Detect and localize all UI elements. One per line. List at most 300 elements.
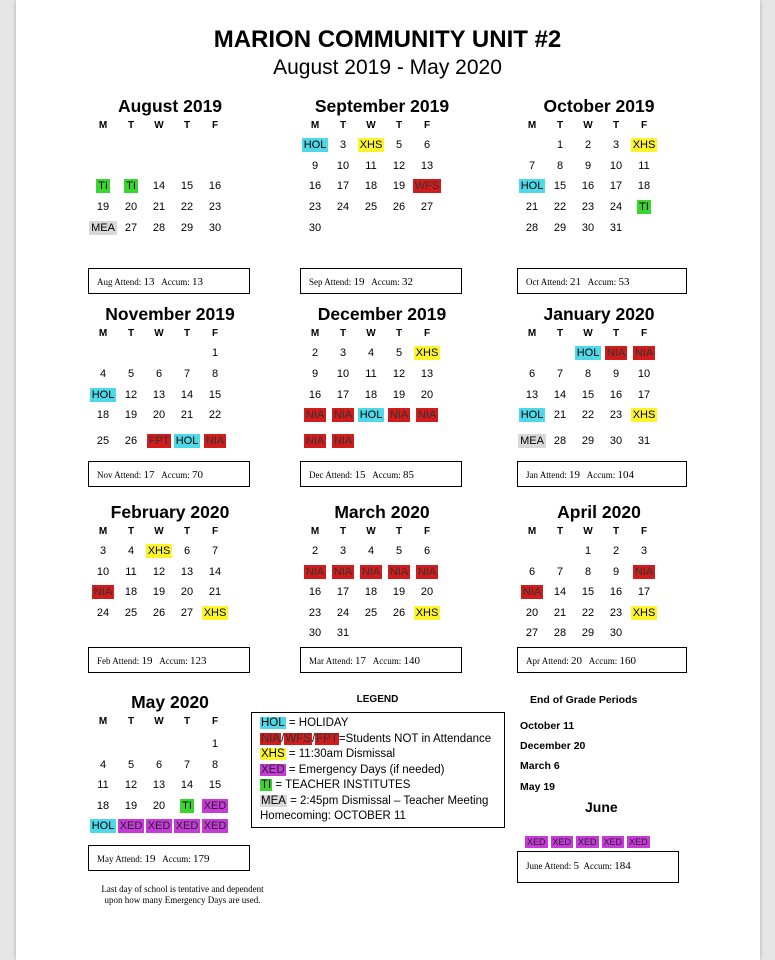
- weekday-header: M: [98, 328, 108, 339]
- day-cell: [172, 565, 202, 580]
- day-label: 2: [612, 545, 620, 557]
- day-cell: [172, 606, 202, 621]
- day-cell: [172, 799, 202, 814]
- day-cell: [517, 434, 547, 449]
- day-label: 5: [127, 759, 135, 771]
- day-label: 29: [581, 435, 595, 447]
- june-day: XED: [552, 837, 572, 847]
- day-cell: [116, 408, 146, 423]
- day-cell: [629, 159, 659, 174]
- day-label: 17: [637, 389, 651, 401]
- day-cell: [356, 606, 386, 621]
- attend-value: 20: [571, 655, 582, 667]
- day-cell: [517, 221, 547, 236]
- june-days: [525, 836, 653, 848]
- day-label: 15: [180, 180, 194, 192]
- day-cell: [88, 388, 118, 403]
- day-cell: [200, 388, 230, 403]
- day-cell: [517, 179, 547, 194]
- day-cell: [328, 434, 358, 449]
- day-label: HOL: [520, 409, 544, 421]
- day-label: 3: [339, 139, 347, 151]
- day-label: 1: [584, 545, 592, 557]
- legend-tag: XHS: [261, 748, 285, 760]
- day-label: 31: [336, 627, 350, 639]
- day-cell: [412, 585, 442, 600]
- attend-value: 15: [354, 469, 366, 481]
- day-label: 2: [311, 545, 319, 557]
- day-label: 11: [365, 368, 377, 380]
- weekday-header: T: [556, 120, 564, 131]
- day-label: 24: [336, 607, 350, 619]
- weekday-header: W: [366, 526, 376, 537]
- day-cell: [300, 585, 330, 600]
- day-cell: [172, 778, 202, 793]
- weekday-header: T: [339, 526, 347, 537]
- attend-label: Feb Attend:: [97, 656, 140, 666]
- legend-tag: TI: [261, 779, 272, 791]
- legend-title: LEGEND: [356, 694, 399, 705]
- day-label: 6: [155, 759, 163, 771]
- day-cell: [200, 565, 230, 580]
- weekday-header: T: [339, 328, 347, 339]
- day-label: 11: [365, 160, 377, 172]
- legend-tag: NIA: [261, 732, 281, 745]
- attend-label: Sep Attend:: [309, 277, 352, 287]
- day-label: 5: [395, 347, 403, 359]
- accum-label: Accum:: [161, 277, 190, 287]
- legend-item: [260, 747, 504, 763]
- accum-value: 85: [403, 469, 414, 481]
- day-label: 30: [308, 627, 322, 639]
- day-cell: [172, 221, 202, 236]
- day-cell: [116, 434, 146, 449]
- day-label: 21: [180, 409, 194, 421]
- day-cell: [629, 367, 659, 382]
- month-title: January 2020: [543, 304, 655, 324]
- day-cell: [88, 221, 118, 236]
- day-label: 24: [336, 201, 350, 213]
- day-label: HOL: [520, 180, 544, 192]
- weekday-header: T: [127, 120, 135, 131]
- attend-label: Apr Attend:: [526, 656, 569, 666]
- day-label: 12: [124, 779, 138, 791]
- legend-item: [260, 809, 504, 825]
- day-label: 4: [367, 545, 375, 557]
- day-label: 10: [609, 160, 623, 172]
- day-cell: [356, 585, 386, 600]
- weekday-header: M: [310, 526, 320, 537]
- day-cell: [88, 179, 118, 194]
- accum-label: Accum:: [161, 470, 190, 480]
- day-cell: [200, 179, 230, 194]
- day-label: TI: [182, 800, 192, 812]
- day-label: 6: [183, 545, 191, 557]
- day-label: XHS: [147, 545, 171, 557]
- day-cell: [144, 585, 174, 600]
- day-cell: [601, 544, 631, 559]
- day-cell: [517, 408, 547, 423]
- june-day: XED: [603, 837, 623, 847]
- weekday-header: W: [583, 526, 593, 537]
- day-cell: [545, 367, 575, 382]
- day-cell: [629, 200, 659, 215]
- day-cell: [88, 408, 118, 423]
- day-cell: [356, 179, 386, 194]
- attend-value: 19: [141, 655, 153, 667]
- day-cell: [172, 819, 202, 834]
- day-label: 20: [420, 586, 434, 598]
- day-label: 27: [525, 627, 539, 639]
- day-cell: [384, 544, 414, 559]
- day-label: HOL: [91, 820, 115, 832]
- day-label: NIA: [389, 409, 409, 421]
- day-label: 28: [553, 435, 567, 447]
- month-title: December 2019: [317, 304, 447, 324]
- weekday-header: F: [423, 526, 431, 537]
- day-label: 6: [155, 368, 163, 380]
- day-cell: [601, 179, 631, 194]
- legend-text: = HOLIDAY: [285, 717, 349, 729]
- day-label: 26: [392, 201, 406, 213]
- day-label: MEA: [520, 435, 544, 447]
- day-label: 17: [637, 586, 651, 598]
- day-label: 4: [127, 545, 135, 557]
- day-cell: [629, 138, 659, 153]
- day-label: 15: [553, 180, 567, 192]
- day-label: TI: [98, 180, 108, 192]
- day-label: XHS: [415, 347, 439, 359]
- day-label: 11: [97, 779, 109, 791]
- day-label: 14: [180, 779, 194, 791]
- month-title: March 2020: [334, 502, 430, 522]
- day-cell: [629, 346, 659, 361]
- day-cell: [356, 138, 386, 153]
- day-cell: [545, 388, 575, 403]
- attend-label: Oct Attend:: [526, 277, 568, 287]
- day-cell: [88, 819, 118, 834]
- day-cell: [356, 200, 386, 215]
- day-label: 7: [183, 368, 191, 380]
- day-label: 10: [336, 368, 350, 380]
- day-label: 8: [584, 566, 592, 578]
- day-cell: [601, 585, 631, 600]
- accum-value: 70: [192, 469, 203, 481]
- attendance-box: [88, 845, 250, 871]
- day-cell: [601, 200, 631, 215]
- day-cell: [88, 565, 118, 580]
- month-title: September 2019: [314, 96, 450, 116]
- day-cell: [573, 434, 603, 449]
- day-label: NIA: [333, 409, 353, 421]
- day-cell: [573, 159, 603, 174]
- day-cell: [356, 544, 386, 559]
- day-cell: [144, 778, 174, 793]
- school-year-subtitle: August 2019 - May 2020: [273, 56, 502, 79]
- weekday-header: M: [98, 716, 108, 727]
- day-cell: [573, 179, 603, 194]
- day-label: 21: [553, 409, 567, 421]
- day-label: TI: [639, 201, 649, 213]
- accum-value: 104: [617, 469, 634, 481]
- day-label: 17: [609, 180, 623, 192]
- day-cell: [384, 565, 414, 580]
- day-label: 29: [553, 222, 567, 234]
- attendance-box: [517, 461, 687, 487]
- weekday-header: F: [423, 120, 431, 131]
- day-cell: [116, 565, 146, 580]
- day-label: NIA: [417, 409, 437, 421]
- day-cell: [300, 388, 330, 403]
- grade-period-date: May 19: [520, 781, 556, 793]
- day-label: 8: [211, 759, 219, 771]
- day-label: 23: [609, 607, 623, 619]
- june-day: XED: [578, 837, 597, 847]
- day-label: 20: [525, 607, 539, 619]
- day-cell: [116, 388, 146, 403]
- weekday-header: W: [366, 328, 376, 339]
- day-cell: [601, 159, 631, 174]
- day-label: 9: [584, 160, 592, 172]
- attend-label: Jan Attend:: [526, 470, 567, 480]
- day-cell: [545, 565, 575, 580]
- day-label: 19: [124, 409, 138, 421]
- day-label: 10: [96, 566, 110, 578]
- day-cell: [300, 626, 330, 641]
- accum-label: Accum:: [159, 656, 188, 666]
- weekday-header: F: [211, 120, 219, 131]
- day-cell: [412, 159, 442, 174]
- day-cell: [144, 179, 174, 194]
- legend-text: = 11:30am Dismissal: [285, 748, 396, 760]
- day-cell: [384, 138, 414, 153]
- day-cell: [573, 367, 603, 382]
- day-cell: [172, 758, 202, 773]
- legend-item: [260, 732, 504, 748]
- day-cell: [300, 346, 330, 361]
- accum-label: Accum:: [162, 854, 191, 864]
- day-cell: [384, 367, 414, 382]
- legend-tag: HOL: [261, 717, 285, 729]
- day-cell: [88, 585, 118, 600]
- day-label: 27: [180, 607, 194, 619]
- day-cell: [356, 367, 386, 382]
- day-label: 9: [311, 368, 319, 380]
- day-cell: [601, 221, 631, 236]
- day-label: 11: [125, 566, 137, 578]
- footnote: Last day of school is tentative and dependent upon how many Emergency Days are used.: [101, 884, 264, 905]
- day-cell: [172, 408, 202, 423]
- day-label: 25: [364, 607, 378, 619]
- day-cell: [517, 606, 547, 621]
- day-cell: [328, 367, 358, 382]
- district-title: MARION COMMUNITY UNIT #2: [213, 26, 562, 53]
- day-label: 9: [612, 566, 620, 578]
- day-cell: [601, 626, 631, 641]
- day-label: 3: [339, 545, 347, 557]
- day-label: 7: [556, 368, 564, 380]
- day-cell: [384, 346, 414, 361]
- weekday-header: M: [310, 120, 320, 131]
- day-label: NIA: [417, 566, 437, 578]
- day-label: 29: [581, 627, 595, 639]
- day-cell: [412, 346, 442, 361]
- grade-period-date: March 6: [520, 760, 560, 772]
- day-cell: [328, 565, 358, 580]
- day-label: 22: [581, 409, 595, 421]
- day-label: 3: [99, 545, 107, 557]
- day-cell: [328, 626, 358, 641]
- day-cell: [144, 434, 174, 449]
- day-label: XHS: [632, 139, 656, 151]
- day-cell: [545, 626, 575, 641]
- day-cell: [412, 408, 442, 423]
- weekday-header: T: [183, 716, 191, 727]
- day-cell: [200, 544, 230, 559]
- day-cell: [629, 606, 659, 621]
- day-label: 11: [638, 160, 650, 172]
- attend-label: Dec Attend:: [309, 470, 353, 480]
- day-cell: [356, 565, 386, 580]
- day-cell: [144, 388, 174, 403]
- day-label: 31: [609, 222, 623, 234]
- day-cell: [629, 388, 659, 403]
- day-label: 25: [96, 435, 110, 447]
- day-cell: [601, 408, 631, 423]
- day-label: 16: [208, 180, 222, 192]
- day-label: 7: [211, 545, 219, 557]
- accum-label: Accum:: [586, 470, 616, 480]
- day-label: 16: [308, 389, 322, 401]
- legend-box: [251, 712, 505, 828]
- accum-label: Accum:: [372, 656, 402, 666]
- day-label: 18: [124, 586, 138, 598]
- day-label: 5: [395, 545, 403, 557]
- day-label: 23: [308, 607, 322, 619]
- month-title: February 2020: [110, 502, 230, 522]
- day-label: 18: [364, 586, 378, 598]
- day-cell: [412, 544, 442, 559]
- day-label: XHS: [203, 607, 227, 619]
- day-cell: [573, 200, 603, 215]
- day-cell: [545, 606, 575, 621]
- day-label: 29: [180, 222, 194, 234]
- day-cell: [573, 565, 603, 580]
- day-cell: [328, 346, 358, 361]
- day-label: 30: [609, 627, 623, 639]
- day-label: 14: [553, 586, 567, 598]
- day-label: 6: [528, 368, 536, 380]
- day-cell: [172, 585, 202, 600]
- day-cell: [384, 159, 414, 174]
- day-cell: [300, 221, 330, 236]
- weekday-header: M: [527, 120, 537, 131]
- day-label: 20: [152, 800, 166, 812]
- day-label: 23: [609, 409, 623, 421]
- legend-tag: /: [311, 732, 316, 745]
- day-label: 22: [553, 201, 567, 213]
- attendance-box: [300, 461, 462, 487]
- accum-label: Accum:: [371, 277, 400, 287]
- day-cell: [328, 200, 358, 215]
- weekday-header: F: [211, 716, 219, 727]
- day-label: 16: [609, 389, 623, 401]
- attendance-box: [300, 647, 462, 673]
- day-cell: [384, 179, 414, 194]
- attend-value: 17: [355, 655, 366, 667]
- day-cell: [384, 606, 414, 621]
- day-cell: [517, 626, 547, 641]
- day-label: XHS: [415, 607, 439, 619]
- day-label: 6: [423, 545, 431, 557]
- day-cell: [328, 585, 358, 600]
- day-cell: [88, 367, 118, 382]
- day-cell: [601, 434, 631, 449]
- weekday-header: T: [612, 328, 620, 339]
- day-label: HOL: [175, 435, 199, 447]
- day-cell: [88, 799, 118, 814]
- day-label: XHS: [632, 409, 656, 421]
- day-label: 18: [637, 180, 651, 192]
- day-cell: [300, 200, 330, 215]
- day-label: 22: [180, 201, 194, 213]
- day-cell: [200, 819, 230, 834]
- day-label: NIA: [305, 566, 325, 578]
- day-label: 24: [609, 201, 623, 213]
- day-cell: [200, 346, 230, 361]
- day-cell: [300, 544, 330, 559]
- attendance-box: [88, 268, 250, 294]
- day-label: 20: [152, 409, 166, 421]
- day-cell: [116, 221, 146, 236]
- day-label: 19: [392, 389, 406, 401]
- weekday-header: F: [211, 328, 219, 339]
- day-cell: [328, 388, 358, 403]
- day-cell: [300, 606, 330, 621]
- day-cell: [200, 408, 230, 423]
- weekday-header: F: [640, 328, 648, 339]
- day-cell: [172, 179, 202, 194]
- day-label: 25: [364, 201, 378, 213]
- attend-label: Mar Attend:: [309, 656, 353, 666]
- weekday-header: F: [640, 526, 648, 537]
- accum-value: 160: [619, 655, 636, 667]
- weekday-header: T: [339, 120, 347, 131]
- day-label: 4: [99, 368, 107, 380]
- day-label: 23: [208, 201, 222, 213]
- day-cell: [545, 200, 575, 215]
- day-label: 5: [395, 139, 403, 151]
- month-title: May 2020: [131, 692, 209, 712]
- day-cell: [356, 388, 386, 403]
- day-label: 17: [336, 180, 350, 192]
- day-label: 20: [180, 586, 194, 598]
- attendance-box: [517, 647, 687, 673]
- month-title: November 2019: [105, 304, 235, 324]
- day-cell: [412, 200, 442, 215]
- day-label: 3: [640, 545, 648, 557]
- weekday-header: T: [395, 328, 403, 339]
- day-label: XED: [119, 820, 143, 832]
- day-cell: [629, 408, 659, 423]
- day-label: 19: [124, 800, 138, 812]
- day-label: 30: [308, 222, 322, 234]
- day-label: 5: [127, 368, 135, 380]
- day-cell: [144, 544, 174, 559]
- day-label: FPT: [148, 435, 170, 447]
- june-title: June: [585, 799, 618, 815]
- weekday-header: T: [127, 526, 135, 537]
